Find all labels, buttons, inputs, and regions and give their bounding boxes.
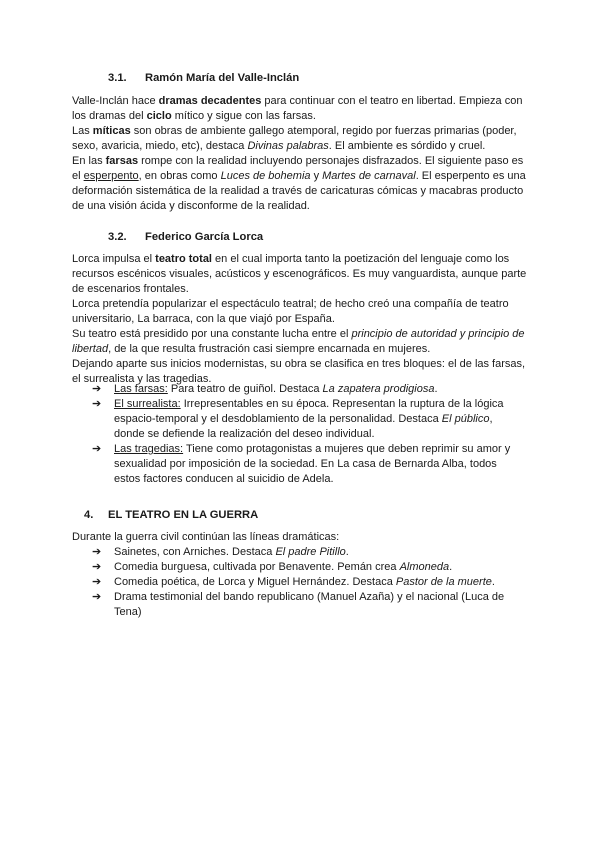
paragraph: Durante la guerra civil continúan las líneas dramáticas: xyxy=(72,531,340,543)
list-item: ➔ Las tragedias: Tiene como protagonistas a mujeres que deben reprimir su amor y sexualidad por imposición de la sociedad. En La casa de Bernarda Alba, todos estos factores conducen al suicidio de Adela. xyxy=(92,443,511,485)
section-title: EL TEATRO EN LA GUERRA xyxy=(108,509,259,521)
section-3-1-heading xyxy=(108,72,299,84)
arrow-bullet-icon: ➔ xyxy=(92,443,102,455)
war-theatre-list xyxy=(90,545,520,620)
section-title: Ramón María del Valle-Inclán xyxy=(145,72,300,84)
section-4-heading xyxy=(84,509,258,521)
arrow-bullet-icon: ➔ xyxy=(92,591,102,603)
list-item: ➔ Las farsas: Para teatro de guiñol. Destaca La zapatera prodigiosa. xyxy=(92,383,438,395)
paragraph: Valle-Inclán hace dramas decadentes para continuar con el teatro en libertad. Empieza con los dramas del ciclo mítico y sigue con las farsas. xyxy=(72,95,523,122)
paragraph: Dejando aparte sus inicios modernistas, su obra se clasifica en tres bloques: el de las farsas, el surrealista y las tragedias. xyxy=(72,358,526,385)
paragraph: Las míticas son obras de ambiente gallego atemporal, regido por fuerzas primarias (poder, sexo, avaricia, miedo, etc), destaca Divinas palabras. El ambiente es sórdido y cruel. xyxy=(72,125,517,152)
paragraph: En las farsas rompe con la realidad incluyendo personajes disfrazados. El siguiente paso es el esperpento, en obras como Luces de bohemia y Martes de carnaval. El esperpento es una deformación sistemática de la realidad a través de caricaturas cómicas y macabras producto de una visión ácida y disconforme de la realidad. xyxy=(72,155,526,212)
section-4-body xyxy=(72,530,532,545)
list-item: ➔ Comedia poética, de Lorca y Miguel Hernández. Destaca Pastor de la muerte. xyxy=(92,576,495,588)
list-item: ➔ Sainetes, con Arniches. Destaca El padre Pitillo. xyxy=(92,546,349,558)
arrow-bullet-icon: ➔ xyxy=(92,398,102,410)
arrow-bullet-icon: ➔ xyxy=(92,576,102,588)
list-item: ➔ El surrealista: Irrepresentables en su época. Representan la ruptura de la lógica espacio-temporal y el desdoblamiento de la personalidad. Destaca El público, donde se defiende la realización del deseo individual. xyxy=(92,398,504,440)
section-number: 3.2. xyxy=(108,231,127,243)
section-title: Federico García Lorca xyxy=(145,231,264,243)
section-3-1-body xyxy=(72,94,532,214)
paragraph: Su teatro está presidido por una constante lucha entre el principio de autoridad y principio de libertad, de la que resulta frustración casi siempre encarnada en mujeres. xyxy=(72,328,525,355)
lorca-blocks-list xyxy=(90,382,520,487)
arrow-bullet-icon: ➔ xyxy=(92,561,102,573)
paragraph: Lorca impulsa el teatro total en el cual importa tanto la poetización del lenguaje como los recursos escénicos visuales, acústicos y escenográficos. Es muy vanguardista, aunque parte de escenarios frontales. xyxy=(72,253,527,295)
arrow-bullet-icon: ➔ xyxy=(92,546,102,558)
list-item: ➔ Comedia burguesa, cultivada por Benavente. Pemán crea Almoneda. xyxy=(92,561,453,573)
arrow-bullet-icon: ➔ xyxy=(92,383,102,395)
paragraph: Lorca pretendía popularizar el espectáculo teatral; de hecho creó una compañía de teatro universitario, La barraca, con la que viajó por España. xyxy=(72,298,509,325)
section-3-2-heading xyxy=(108,231,263,243)
section-3-2-body xyxy=(72,252,532,387)
list-item: ➔ Drama testimonial del bando republicano (Manuel Azaña) y el nacional (Luca de Tena) xyxy=(92,591,505,618)
section-number: 3.1. xyxy=(108,72,127,84)
section-number: 4. xyxy=(84,509,94,521)
